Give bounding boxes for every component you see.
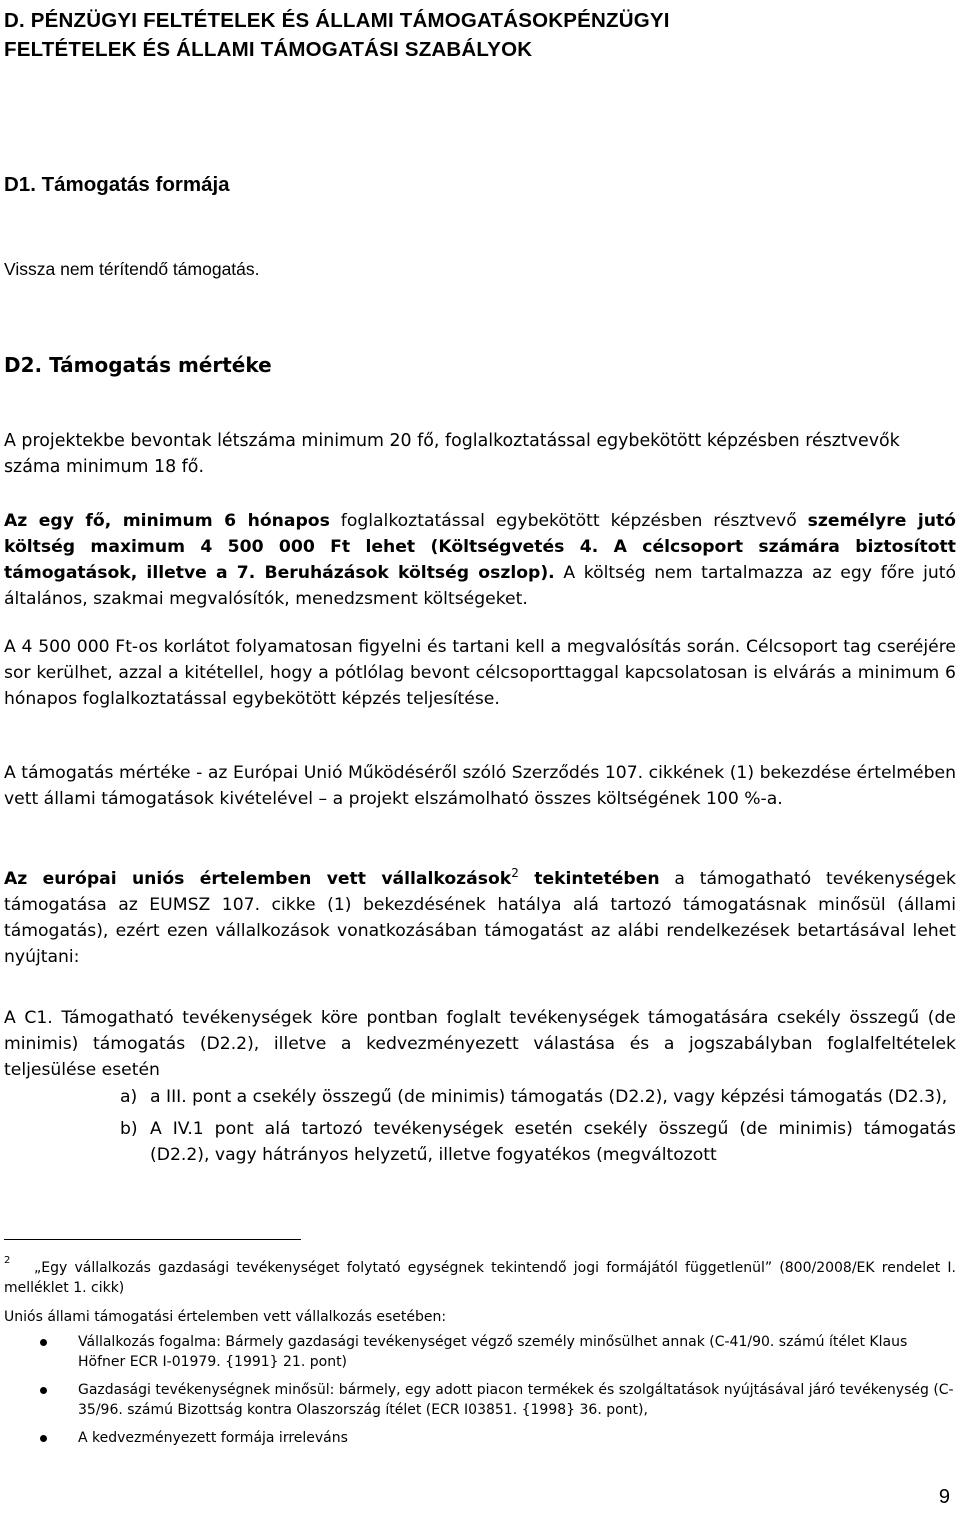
d2-paragraph-2: [4, 508, 956, 612]
d2-paragraph-1: A projektekbe bevontak létszáma minimum 20 fő, foglalkoztatással egybekötött képzésben résztvevők száma minimum 18 fő.: [4, 431, 900, 477]
page-number: 9: [938, 1486, 950, 1508]
title-line-2: FELTÉTELEK ÉS ÁLLAMI TÁMOGATÁSI SZABÁLYOK: [4, 38, 533, 61]
d2-p2-bold-a: Az egy fő, minimum 6 hónapos: [4, 511, 330, 531]
list-marker: a): [120, 1087, 138, 1107]
list-item: [120, 1084, 956, 1110]
section-d1-text: Vissza nem térítendő támogatás.: [4, 259, 260, 279]
d2-p2-normal-a: foglalkoztatással egybekötött képzésben résztvevő: [329, 511, 808, 531]
list-item: [120, 1116, 956, 1168]
footnote-bullet: [40, 1428, 956, 1448]
bullet-dot-icon: [40, 1387, 47, 1394]
d2-p2-normal-b: A költség nem tartalmazza az egy főre jutó általános, szakmai megvalósítók, menedzsment költségeket.: [4, 563, 956, 609]
footnote-bullet-text: Vállalkozás fogalma: Bármely gazdasági tevékenységet végző személy minősülhet annak (C-41/90. számú ítélet Klaus Höfner ECR I-01979. {1991} 21. pont): [78, 1334, 908, 1370]
footnote-bullet: [40, 1332, 956, 1372]
title-line-1: D. PÉNZÜGYI FELTÉTELEK ÉS ÁLLAMI TÁMOGATÁSOKPÉNZÜGYI: [4, 9, 670, 32]
footnote-separator: [4, 1239, 301, 1240]
footnote-intro: Uniós állami támogatási értelemben vett vállalkozás esetében:: [4, 1309, 447, 1325]
footnote-bullet-list: [40, 1332, 956, 1448]
footnote-bullet-text: A kedvezményezett formája irreleváns: [78, 1430, 348, 1446]
d2-paragraph-4: A támogatás mértéke - az Európai Unió Működéséről szóló Szerződés 107. cikkének (1) bekezdése értelmében vett állami támogatások kivételével – a projekt elszámolható összes költségének 100 %-a.: [4, 763, 956, 809]
footnote-text: „Egy vállalkozás gazdasági tevékenységet folytató egységnek tekintendő jogi formájától függetlenül” (800/2008/EK rendelet I. melléklet 1. cikk): [4, 1260, 956, 1296]
footnote-ref-2[interactable]: 2: [511, 866, 519, 880]
list-marker: b): [120, 1119, 138, 1139]
section-d1-heading: D1. Támogatás formája: [4, 173, 230, 196]
d2-p5-bold-2: tekintetében: [518, 869, 660, 889]
d2-paragraph-3: A 4 500 000 Ft-os korlátot folyamatosan figyelni és tartani kell a megvalósítás során. Célcsoport tag cseréjére sor kerülhet, azzal a kitétellel, hogy a pótlólag bevont célcsoporttaggal kapcsolatosan is elvárás a minimum 6 hónapos foglalkoztatással egybekötött képzés teljesítése.: [4, 637, 956, 709]
footnote-marker: 2: [4, 1255, 11, 1266]
d2-p5-bold: Az európai uniós értelemben vett vállalkozások: [4, 869, 512, 889]
section-d2-heading: D2. Támogatás mértéke: [4, 353, 272, 377]
document-title: [4, 6, 959, 64]
bullet-dot-icon: [40, 1339, 47, 1346]
footnote-bullet-text: Gazdasági tevékenységnek minősül: bármely, egy adott piacon termékek és szolgáltatások nyújtásával járó tevékenység (C-35/96. számú Bizottság kontra Olaszország ítélet (ECR I03851. {1998} 36. pont),: [78, 1382, 954, 1418]
d2-paragraph-5: [4, 866, 956, 970]
footnote-bullet: [40, 1380, 956, 1420]
d2-list: [120, 1084, 956, 1168]
list-item-text: A IV.1 pont alá tartozó tevékenységek esetén csekély összegű (de minimis) támogatás (D2.2), vagy hátrányos helyzetű, illetve fogyatékos (megváltozott: [150, 1119, 956, 1165]
d2-paragraph-6: A C1. Támogatható tevékenységek köre pontban foglalt tevékenységek támogatására csekély összegű (de minimis) támogatás (D2.2), illetve a kedvezményezett válastása és a jogszabályban foglalfeltételek teljesülése esetén: [4, 1008, 956, 1080]
d2-p2-bold-b: személyre jutó költség maximum 4 500 000 Ft lehet (Költségvetés 4. A célcsoport számára biztosított támogatások, illetve a 7. Beruházások költség oszlop).: [4, 511, 956, 583]
bullet-dot-icon: [40, 1435, 47, 1442]
list-item-text: a III. pont a csekély összegű (de minimis) támogatás (D2.2), vagy képzési támogatás (D2.3),: [150, 1087, 948, 1107]
d2-p5-rest: a támogatható tevékenységek támogatása az EUMSZ 107. cikke (1) bekezdésének hatálya alá tartozó támogatásnak minősül (állami támogatás), ezért ezen vállalkozások vonatkozásában támogatást az alábi rendelkezések betartásával lehet nyújtani:: [4, 869, 956, 967]
